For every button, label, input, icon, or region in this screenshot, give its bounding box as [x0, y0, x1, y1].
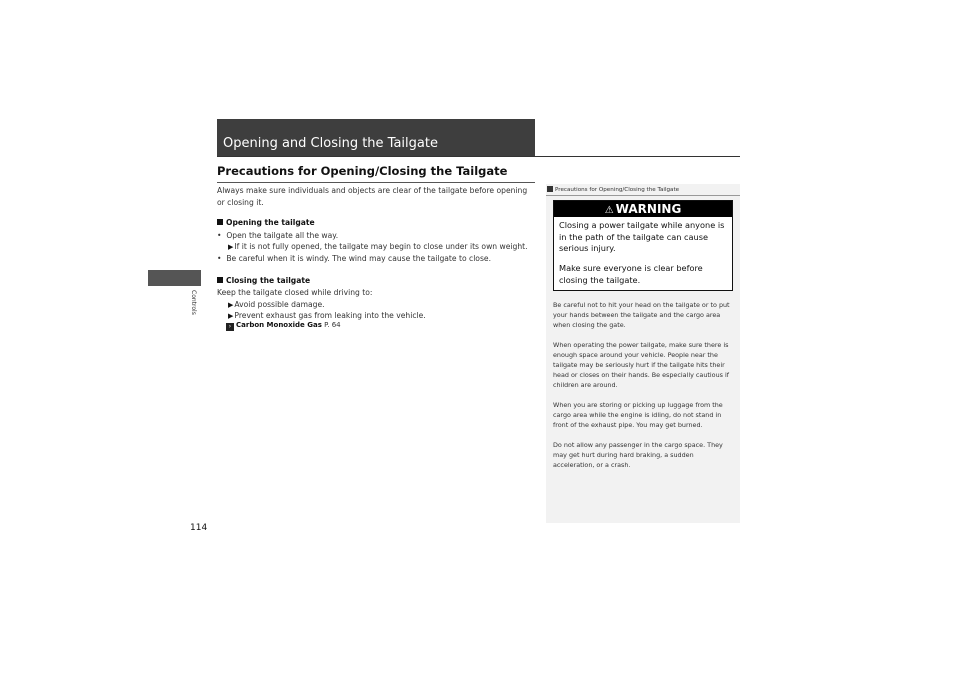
- heading-divider: [217, 182, 535, 183]
- triangle-bullet-icon: ▶: [228, 243, 234, 251]
- opening-subheading: [217, 218, 315, 227]
- closing-intro: Keep the tailgate closed while driving to:: [217, 288, 373, 297]
- sidebar-paragraph-3: When you are storing or picking up luggage from the cargo area while the engine is idling, do not stand in front of the exhaust pipe. You may get burned.: [553, 401, 723, 429]
- reference-title: Carbon Monoxide Gas: [236, 321, 322, 329]
- warning-label-text: WARNING: [615, 202, 682, 216]
- closing-item-2-text: Prevent exhaust gas from leaking into the vehicle.: [234, 311, 426, 320]
- square-bullet-icon: [217, 277, 223, 283]
- note-icon: [547, 186, 553, 192]
- triangle-bullet-icon: ▶: [228, 312, 234, 320]
- chapter-label: Controls: [190, 290, 197, 315]
- square-bullet-icon: [217, 219, 223, 225]
- warning-text-1: Closing a power tailgate while anyone is in the path of the tailgate can cause serious injury.: [559, 220, 725, 253]
- warning-label: [554, 201, 732, 217]
- sidebar-paragraph-1: Be careful not to hit your head on the tailgate or to put your hands between the tailgate and the cargo area when closing the gate.: [553, 301, 730, 329]
- cross-reference-link[interactable]: [226, 321, 341, 331]
- opening-bullet-1: • Open the tailgate all the way.: [217, 231, 339, 240]
- opening-bullet-1-sub: [228, 241, 528, 254]
- closing-item-1-text: Avoid possible damage.: [234, 300, 325, 309]
- triangle-bullet-icon: ▶: [228, 301, 234, 309]
- banner-divider: [217, 156, 740, 157]
- section-title: Opening and Closing the Tailgate: [223, 136, 438, 151]
- closing-subheading-text: Closing the tailgate: [226, 276, 311, 285]
- sidebar-title: [547, 186, 679, 193]
- sidebar-paragraph-4: Do not allow any passenger in the cargo space. They may get hurt during hard braking, a sudden acceleration, or a crash.: [553, 441, 723, 469]
- reference-arrow-icon: ›: [226, 323, 234, 331]
- warning-triangle-icon: ⚠: [604, 205, 614, 216]
- opening-bullet-1-text: Open the tailgate all the way.: [226, 231, 339, 240]
- sidebar-title-text: Precautions for Opening/Closing the Tailgate: [555, 187, 680, 193]
- warning-text-2: Make sure everyone is clear before closing the tailgate.: [559, 263, 703, 285]
- opening-subheading-text: Opening the tailgate: [226, 218, 315, 227]
- opening-bullet-2: • Be careful when it is windy. The wind may cause the tailgate to close.: [217, 254, 491, 263]
- opening-bullet-1-sub-text: If it is not fully opened, the tailgate may begin to close under its own weight.: [234, 242, 528, 251]
- closing-subheading: [217, 276, 310, 285]
- reference-page: P. 64: [324, 321, 341, 329]
- opening-bullet-2-text: Be careful when it is windy. The wind may cause the tailgate to close.: [226, 254, 491, 263]
- intro-paragraph: Always make sure individuals and objects are clear of the tailgate before opening or closing it.: [217, 186, 528, 207]
- sidebar-paragraph-2: When operating the power tailgate, make sure there is enough space around your vehicle. People near the tailgate may be seriously hurt if the tailgate hits their head or closes on their hands. Be especially cautious if children are around.: [553, 341, 730, 389]
- page-number: 114: [190, 523, 208, 533]
- page-heading: Precautions for Opening/Closing the Tailgate: [217, 164, 508, 178]
- chapter-tab: [148, 270, 201, 286]
